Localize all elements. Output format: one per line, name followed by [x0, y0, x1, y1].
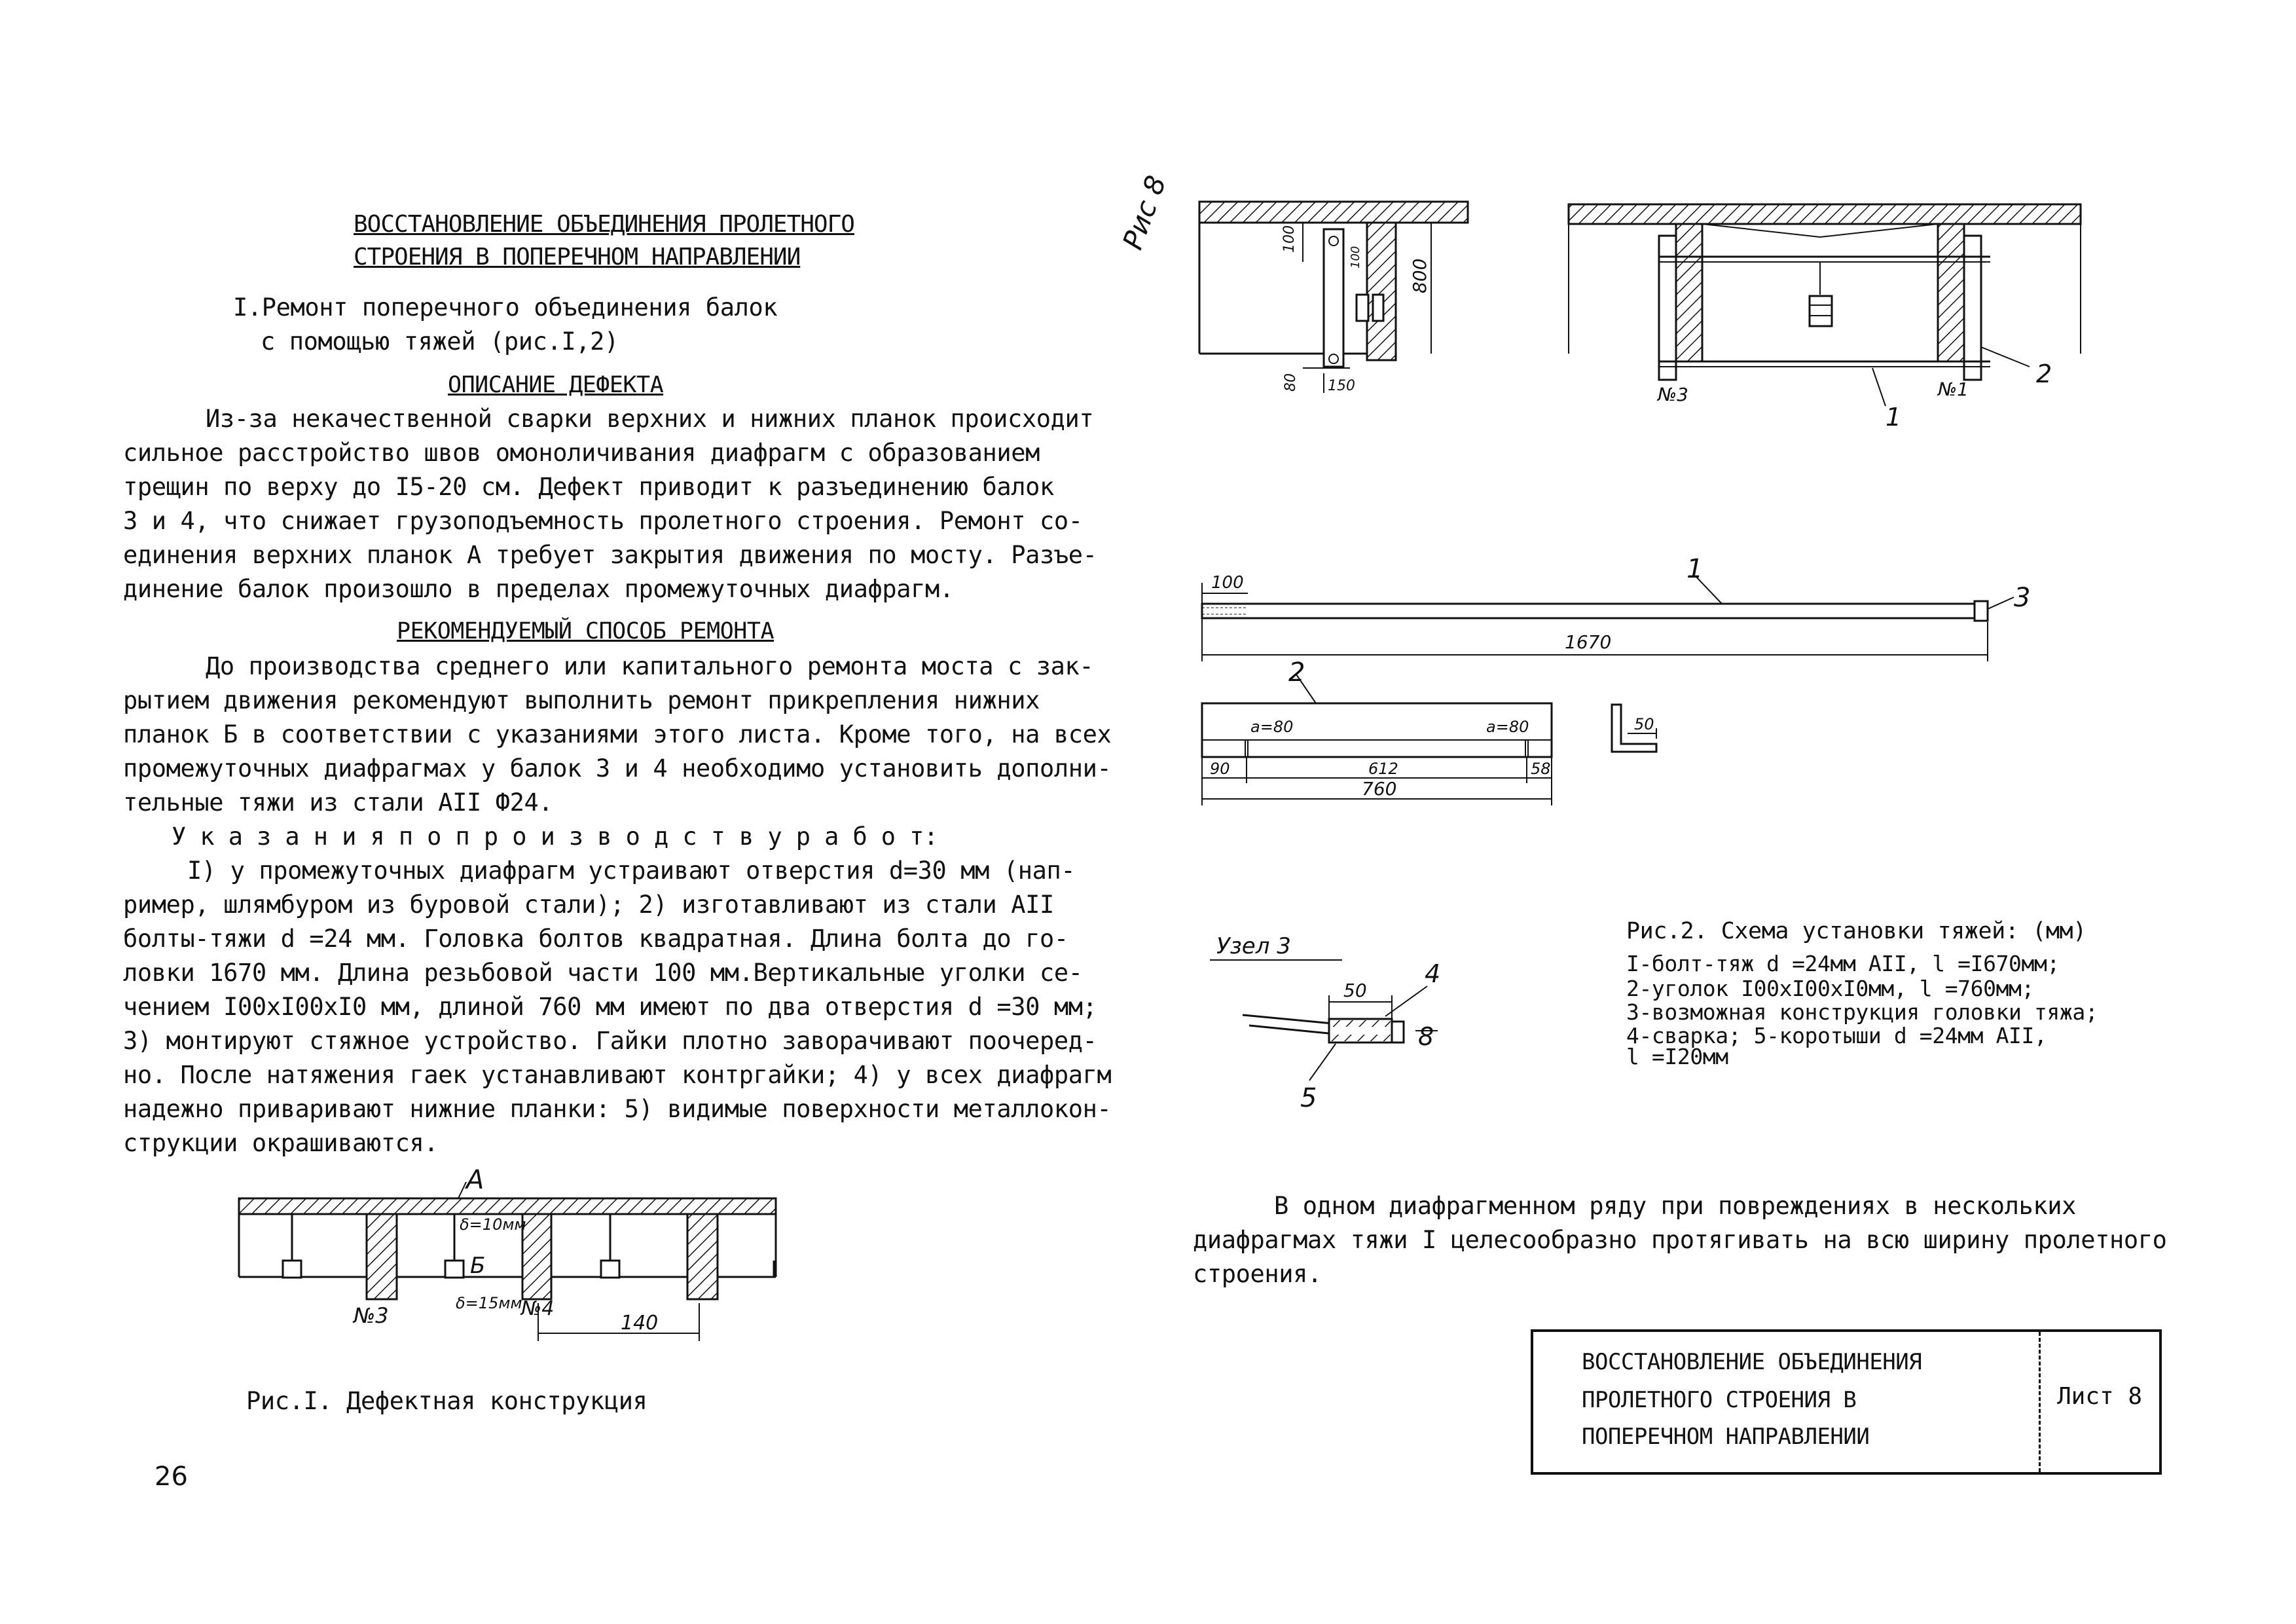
defect-line: динение балок произошло в пределах промежуточных диафрагм. [123, 575, 954, 603]
rod-dim-100: 100 [1211, 573, 1244, 593]
node3-weld: 8 [1418, 1022, 1434, 1051]
title-stamp [1531, 1329, 2162, 1475]
repair-line: До производства среднего или капитального ремонта моста с зак- [206, 652, 1094, 680]
page-number: 26 [155, 1462, 188, 1492]
stamp-sheet-number: Лист 8 [2057, 1383, 2143, 1410]
fig2-dim-150: 150 [1328, 378, 1355, 394]
node3-title: Узел 3 [1216, 933, 1291, 959]
fig2-dim-800: 800 [1409, 258, 1430, 293]
angle-label-2: 2 [1288, 657, 1305, 688]
instructions-line: болты-тяжи d =24 мм. Головка болтов квадратная. Длина болта до го- [123, 925, 1068, 953]
angle-section-50: 50 [1634, 715, 1654, 733]
instructions-line: 3) монтируют стяжное устройство. Гайки плотно заворачивают поочеред- [123, 1027, 1097, 1055]
section1-heading-1: I.Ремонт поперечного объединения балок [233, 293, 778, 322]
fig2-label-2: 2 [2036, 360, 2052, 388]
fig2-beam-no1: №1 [1938, 378, 1969, 400]
fig2-dim-80: 80 [1283, 373, 1299, 392]
instructions-line: чением I00xI00xI0 мм, длиной 760 мм имеют по два отверстия d =30 мм; [123, 993, 1097, 1021]
fig2-caption-line: l =I20мм [1626, 1044, 1728, 1069]
stamp-title-line2: ПРОЛЕТНОГО СТРОЕНИЯ В [1582, 1387, 1857, 1413]
angle-d90: 90 [1210, 760, 1230, 778]
fig1-delta-top: δ=10мм [460, 1215, 526, 1234]
node3-dim-50: 50 [1343, 980, 1367, 1001]
angle-d58: 58 [1531, 760, 1551, 778]
fig1-dim-140: 140 [621, 1312, 659, 1335]
fig1-caption: Рис.I. Дефектная конструкция [246, 1387, 647, 1415]
fig2-label-1: 1 [1886, 403, 1902, 432]
fig2-caption-line: 3-возможная конструкция головки тяжа; [1626, 999, 2098, 1025]
repair-line: тельные тяжи из стали АII Ф24. [123, 788, 553, 817]
fig1-beam4: №4 [521, 1297, 555, 1320]
fig2-caption-line: 2-уголок I00xI00xI0мм, l =760мм; [1626, 976, 2034, 1001]
instructions-line: I) у промежуточных диафрагм устраивают отверстия d=30 мм (нап- [187, 857, 1076, 885]
stamp-divider [2039, 1332, 2041, 1472]
fig1-label-b: Б [470, 1253, 486, 1279]
fig1-beam3: №3 [354, 1303, 389, 1328]
defect-line: 3 и 4, что снижает грузоподъемность пролетного строения. Ремонт со- [123, 507, 1083, 535]
angle-hole-a1: a=80 [1250, 718, 1294, 736]
rod-label-1: 1 [1686, 554, 1704, 584]
instructions-line: ловки 1670 мм. Длина резьбовой части 100 мм.Вертикальные уголки се- [123, 959, 1083, 987]
rod-length: 1670 [1565, 631, 1612, 653]
fig1-delta-bottom: δ=15мм [456, 1294, 522, 1312]
fig2-dim-100b: 100 [1349, 246, 1362, 268]
stamp-title-line1: ВОССТАНОВЛЕНИЕ ОБЪЕДИНЕНИЯ [1582, 1349, 1922, 1375]
repair-heading: РЕКОМЕНДУЕМЫЙ СПОСОБ РЕМОНТА [397, 618, 774, 644]
defect-line: трещин по верху до I5-20 см. Дефект приводит к разъединению балок [123, 473, 1054, 501]
instructions-line: ример, шлямбуром из буровой стали); 2) изготавливают из стали АII [123, 891, 1054, 919]
defect-line: единения верхних планок А требует закрытия движения по мосту. Разъе- [123, 541, 1097, 569]
doc-title-line1: ВОССТАНОВЛЕНИЕ ОБЪЕДИНЕНИЯ ПРОЛЕТНОГО [354, 211, 854, 238]
fig2-beam-no3: №3 [1658, 384, 1688, 405]
defect-line: Из-за некачественной сварки верхних и нижних планок происходит [206, 405, 1094, 433]
margin-note-text: Рис 8 [1116, 171, 1173, 254]
repair-line: рытием движения рекомендуют выполнить ремонт прикрепления нижних [123, 686, 1040, 714]
repair-line: планок Б в соответствии с указаниями этого листа. Кроме того, на всех [123, 720, 1112, 748]
fig2-caption-line: 4-сварка; 5-коротыши d =24мм АII, [1626, 1023, 2047, 1048]
angle-d760: 760 [1362, 778, 1397, 800]
fig2-caption-line: Рис.2. Схема установки тяжей: (мм) [1626, 918, 2086, 944]
rod-label-3: 3 [2014, 583, 2031, 613]
defect-line: сильное расстройство швов омоноличивания диафрагм с образованием [123, 439, 1040, 467]
defect-heading: ОПИСАНИЕ ДЕФЕКТА [448, 372, 664, 398]
doc-title-line2: СТРОЕНИЯ В ПОПЕРЕЧНОМ НАПРАВЛЕНИИ [354, 244, 801, 270]
node3-label-4: 4 [1425, 959, 1441, 988]
node3-label-5: 5 [1300, 1083, 1317, 1113]
angle-hole-a2: a=80 [1486, 718, 1529, 736]
note-line: В одном диафрагменном ряду при повреждениях в нескольких [1274, 1192, 2077, 1220]
repair-line: промежуточных диафрагмах у балок 3 и 4 необходимо установить дополни- [123, 754, 1112, 783]
fig2-caption-line: I-болт-тяж d =24мм АII, l =I670мм; [1626, 951, 2060, 976]
section1-heading-2: с помощью тяжей (рис.I,2) [261, 327, 619, 356]
instructions-line: струкции окрашиваются. [123, 1129, 439, 1157]
fig2-dim-100: 100 [1281, 225, 1298, 253]
instructions-line: но. После натяжения гаек устанавливают контргайки; 4) у всех диафрагм [123, 1061, 1112, 1089]
angle-d612: 612 [1368, 760, 1398, 778]
fig1-label-a: А [466, 1165, 484, 1195]
instructions-line: надежно приваривают нижние планки: 5) видимые поверхности металлокон- [123, 1095, 1112, 1123]
note-line: диафрагмах тяжи I целесообразно протягивать на всю ширину пролетного [1193, 1226, 2167, 1254]
note-line: строения. [1193, 1260, 1322, 1288]
stamp-title-line3: ПОПЕРЕЧНОМ НАПРАВЛЕНИИ [1582, 1424, 1870, 1450]
instructions-heading: У к а з а н и я п о п р о и з в о д с т в у р а б о т: [172, 822, 938, 851]
